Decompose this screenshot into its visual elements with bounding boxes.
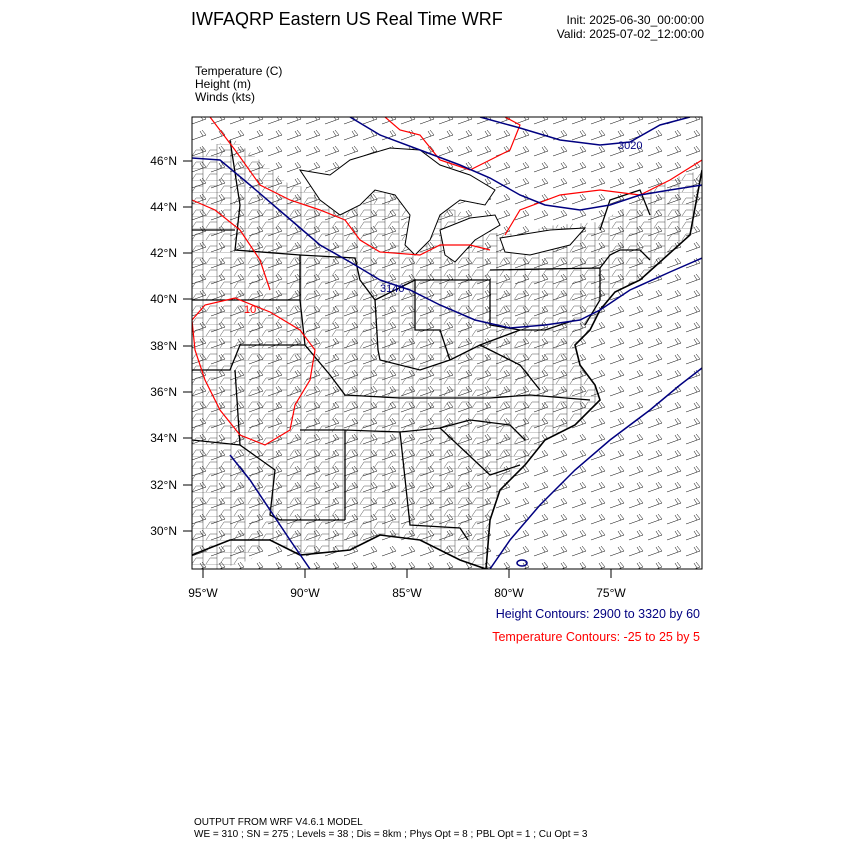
footer-model-line: OUTPUT FROM WRF V4.6.1 MODEL: [194, 817, 363, 828]
lat-label: 42°N: [150, 246, 177, 260]
valid-time: Valid: 2025-07-02_12:00:00: [556, 27, 704, 41]
lat-label: 30°N: [150, 524, 177, 538]
temperature-legend: Temperature Contours: -25 to 25 by 5: [492, 630, 700, 644]
variable-winds: Winds (kts): [195, 90, 255, 104]
height-contour-label-north: 3020: [618, 140, 643, 152]
lat-label: 36°N: [150, 385, 177, 399]
lon-label: 90°W: [290, 586, 320, 600]
init-time: Init: 2025-06-30_00:00:00: [566, 13, 704, 27]
lat-label: 34°N: [150, 431, 177, 445]
longitude-axis: [203, 569, 611, 578]
lon-label: 80°W: [494, 586, 524, 600]
lat-label: 40°N: [150, 292, 177, 306]
lat-label: 38°N: [150, 339, 177, 353]
footer-config-line: WE = 310 ; SN = 275 ; Levels = 38 ; Dis = 8km ; Phys Opt = 8 ; PBL Opt = 1 ; Cu Opt = 3: [194, 829, 588, 840]
lon-label: 75°W: [596, 586, 626, 600]
temp-contour-label: 10: [244, 304, 257, 316]
lat-label: 44°N: [150, 200, 177, 214]
height-contour-label-mid: 3140: [380, 283, 405, 295]
lon-label: 95°W: [188, 586, 218, 600]
lat-label: 32°N: [150, 478, 177, 492]
variable-temperature: Temperature (C): [195, 64, 283, 78]
lon-label: 85°W: [392, 586, 422, 600]
lat-label: 46°N: [150, 154, 177, 168]
model-footer: [194, 817, 587, 841]
latitude-axis: [183, 161, 192, 531]
variable-height: Height (m): [195, 77, 252, 91]
height-legend: Height Contours: 2900 to 3320 by 60: [495, 607, 700, 621]
map-title: IWFAQRP Eastern US Real Time WRF: [191, 9, 503, 29]
